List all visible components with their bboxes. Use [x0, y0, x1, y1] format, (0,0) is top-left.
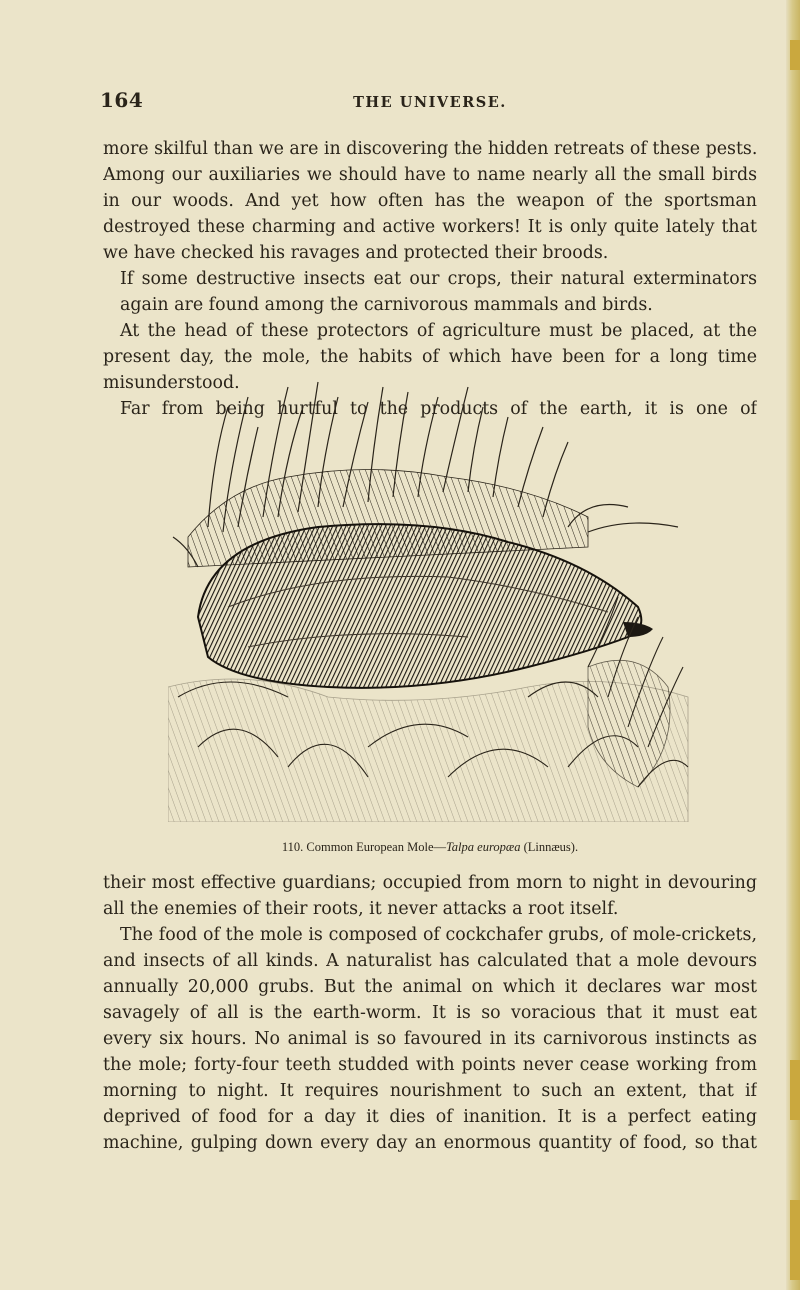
- text-line: and insects of all kinds. A naturalist has calculated that a mole devours: [103, 951, 757, 971]
- text-line: present day, the mole, the habits of which have been for a long time: [103, 347, 757, 367]
- caption-species: Talpa europæa: [446, 840, 521, 854]
- text-line: misunderstood.: [103, 373, 240, 393]
- text-line: morning to night. It requires nourishment to such an extent, that if: [103, 1081, 757, 1101]
- page-header: [100, 88, 760, 116]
- text-line: the mole; forty-four teeth studded with points never cease working from: [103, 1055, 757, 1075]
- page-edge: [786, 0, 800, 1290]
- text-line: The food of the mole is composed of cockchafer grubs, of mole-crickets,: [120, 925, 757, 945]
- text-line: deprived of food for a day it dies of inanition. It is a perfect eating: [103, 1107, 757, 1127]
- text-line: Far from being hurtful to the products of the earth, it is one of: [120, 399, 757, 419]
- text-line: Among our auxiliaries we should have to name nearly all the small birds: [103, 165, 757, 185]
- text-line: all the enemies of their roots, it never attacks a root itself.: [103, 899, 619, 919]
- body-text-bottom: [103, 870, 757, 1156]
- mole-illustration: [168, 367, 693, 822]
- text-line: destroyed these charming and active workers! It is only quite lately that: [103, 217, 757, 237]
- text-line: annually 20,000 grubs. But the animal on which it declares war most: [103, 977, 757, 997]
- text-line: their most effective guardians; occupied from morn to night in devouring: [103, 873, 757, 893]
- running-head: THE UNIVERSE.: [353, 94, 507, 111]
- edge-stain: [790, 1200, 800, 1280]
- text-line: machine, gulping down every day an enormous quantity of food, so that: [103, 1133, 757, 1153]
- figure-caption: [100, 840, 760, 855]
- edge-stain: [790, 1060, 800, 1120]
- caption-suffix: (Linnæus).: [520, 840, 579, 854]
- text-line: At the head of these protectors of agriculture must be placed, at the: [120, 321, 757, 341]
- text-line: more skilful than we are in discovering the hidden retreats of these pests.: [103, 139, 757, 159]
- text-line: again are found among the carnivorous mammals and birds.: [120, 295, 653, 315]
- text-line: savagely of all is the earth-worm. It is so voracious that it must eat: [103, 1003, 757, 1023]
- mole-engraving: [168, 367, 693, 822]
- caption-prefix: 110. Common European Mole—: [281, 840, 446, 854]
- edge-stain: [790, 40, 800, 70]
- text-line: If some destructive insects eat our crops, their natural exterminators: [120, 269, 757, 289]
- text-line: we have checked his ravages and protected their broods.: [103, 243, 609, 263]
- page-number: 164: [100, 88, 144, 112]
- text-line: in our woods. And yet how often has the weapon of the sportsman: [103, 191, 757, 211]
- text-line: every six hours. No animal is so favoured in its carnivorous instincts as: [103, 1029, 757, 1049]
